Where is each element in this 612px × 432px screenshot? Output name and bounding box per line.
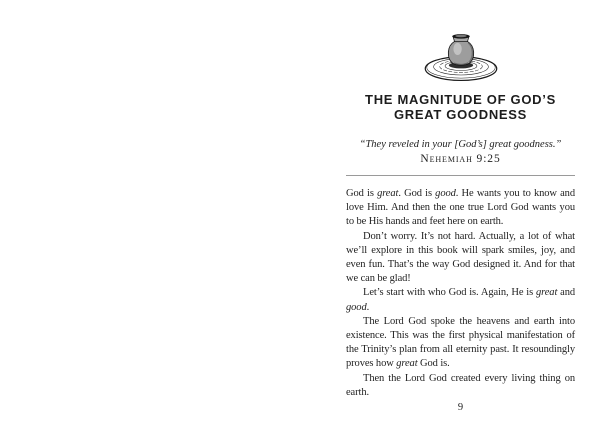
right-page [306,0,612,432]
section-divider [346,175,575,176]
body-paragraph: God is great. God is good. He wants you to know and love Him. And then the one true Lord God wants you to be His hands and feet here on earth. [346,188,575,228]
page-number: 9 [457,402,464,413]
epigraph-quote: “They reveled in your [God’s] great goodness.” [359,139,562,150]
chapter-title-line-1: THE MAGNITUDE OF GOD’S [365,92,556,107]
body-paragraph: Let’s start with who God is. Again, He is great and good. [346,287,575,313]
chapter-title [346,92,575,122]
pottery-wheel-illustration [346,28,575,85]
body-paragraph: The Lord God spoke the heavens and earth into existence. This was the first physical manifestation of the Trinity’s plan from all eternity past. It resoundingly proves how great God is. [346,315,575,370]
pottery-wheel-icon [423,28,499,85]
body-text [346,187,575,400]
body-paragraph: Then the Lord God created every living thing on earth. [346,372,575,398]
chapter-title-line-2: GREAT GOODNESS [393,107,528,122]
body-paragraph: Don’t worry. It’s not hard. Actually, a lot of what we’ll explore in this book will spark smiles, joy, and even fun. That’s the way God designed it. And for that we can be glad! [346,230,575,285]
epigraph [346,138,575,165]
chapter-opening [346,0,575,432]
epigraph-reference: Nehemiah 9:25 [420,153,501,165]
